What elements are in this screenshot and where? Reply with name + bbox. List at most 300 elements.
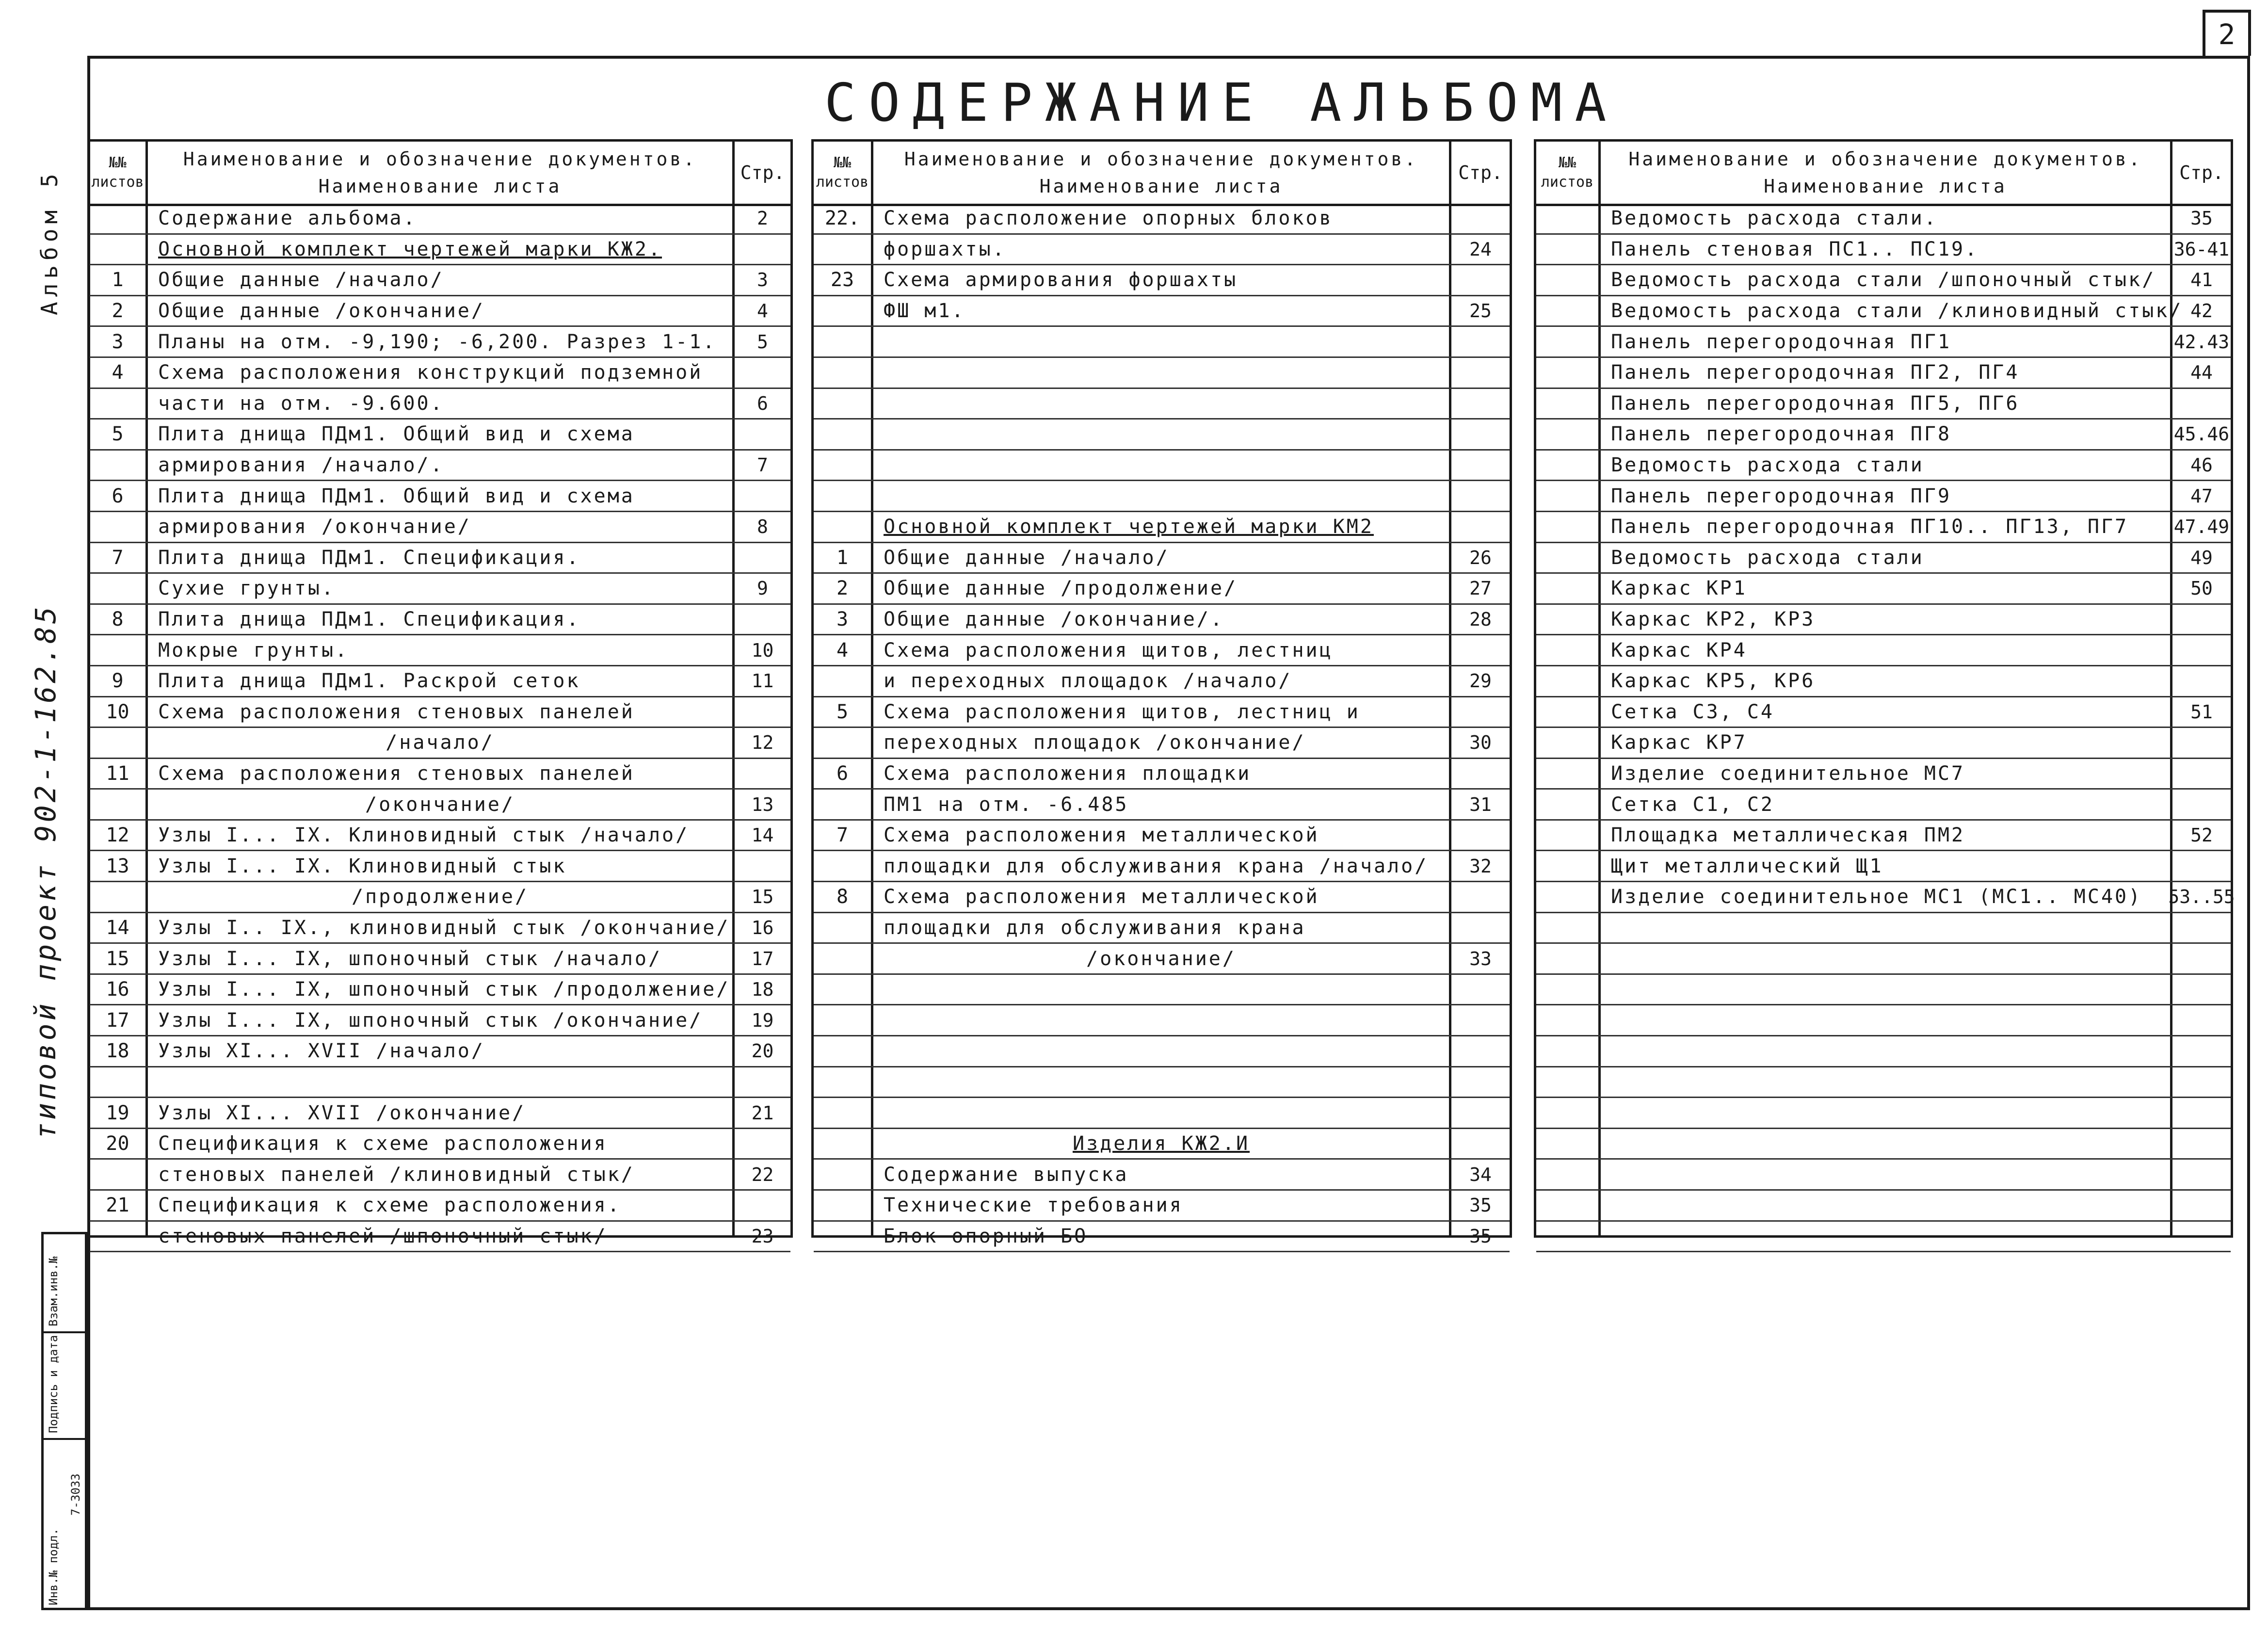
table-row [1536, 1098, 2231, 1129]
row-sheet-number: 11 [106, 762, 129, 785]
row-document-name: Сухие грунты. [158, 577, 336, 600]
row-sheet-number: 23 [830, 269, 854, 291]
row-page-number: 4 [757, 300, 768, 322]
row-page-number: 50 [2190, 578, 2213, 599]
row-page-number [735, 481, 790, 511]
row-document-name: Панель перегородочная ПГ8 [1611, 423, 1952, 446]
row-page-number: 16 [751, 917, 774, 938]
row-page-number [1451, 358, 1510, 388]
stamp-label-replace-inv: Взам.инв.№ [47, 1256, 60, 1326]
row-sheet-number [814, 666, 871, 696]
table-row [90, 697, 790, 728]
header-page: Стр. [2179, 162, 2224, 183]
row-page-number: 32 [1469, 855, 1492, 877]
header-num-line2: листов [816, 174, 869, 191]
row-page-number: 18 [751, 979, 774, 1001]
row-page-number: 23 [751, 1225, 774, 1247]
table-row [90, 728, 790, 759]
header-name-line2: Наименование листа [1764, 176, 2007, 197]
table-row [90, 389, 790, 420]
table-row [90, 944, 790, 975]
approval-stamp [41, 1232, 87, 1610]
row-document-name [1598, 913, 2172, 943]
table-row [1536, 1005, 2231, 1036]
row-page-number [1451, 759, 1510, 789]
row-page-number [735, 1129, 790, 1159]
table-row [814, 821, 1510, 852]
table-row [1536, 1067, 2231, 1099]
row-sheet-number: 12 [106, 824, 129, 847]
row-sheet-number [814, 975, 871, 1004]
row-page-number [2172, 1036, 2231, 1066]
row-sheet-number [1536, 697, 1598, 727]
header-num-line1: №№ [109, 154, 127, 171]
row-sheet-number: 7 [836, 824, 849, 847]
stamp-label-inv-orig: Инв.№ подл. [47, 1528, 60, 1605]
row-sheet-number [814, 913, 871, 943]
table-row [1536, 759, 2231, 790]
row-page-number: 53..55 [2168, 886, 2235, 908]
row-page-number: 21 [751, 1102, 774, 1124]
table-row [1536, 697, 2231, 728]
row-document-name [871, 975, 1451, 1004]
table-row [814, 790, 1510, 821]
album-label: Альбом 5 [36, 169, 63, 315]
row-document-name: Содержание выпуска [884, 1163, 1129, 1186]
project-label: типовой проект 902-1-162.85 [29, 604, 62, 1140]
table-row [814, 1098, 1510, 1129]
row-document-name: Схема расположения конструкций подземной [158, 361, 703, 384]
table-row [814, 913, 1510, 944]
row-document-name: Общие данные /окончание/ [158, 300, 485, 323]
row-document-name: Узлы I.. IX., клиновидный стык /окончание/ [158, 916, 730, 939]
header-num [90, 142, 145, 204]
table-row [1536, 1036, 2231, 1067]
row-sheet-number: 4 [112, 361, 124, 384]
row-sheet-number [814, 327, 871, 356]
table-rows [90, 204, 790, 1252]
row-page-number: 34 [1469, 1163, 1492, 1185]
table-row [1536, 420, 2231, 451]
row-sheet-number: 21 [106, 1194, 129, 1217]
header-num [814, 142, 871, 204]
row-document-name: и переходных площадок /начало/ [884, 670, 1292, 693]
row-sheet-number: 10 [106, 700, 129, 723]
row-document-name: Схема армирования форшахты [884, 269, 1238, 291]
header-page: Стр. [740, 162, 785, 183]
row-sheet-number: 13 [106, 855, 129, 877]
table-row [814, 358, 1510, 389]
table-row [90, 296, 790, 327]
row-document-name [1598, 1005, 2172, 1035]
row-sheet-number [1536, 1067, 1598, 1097]
row-document-name [871, 481, 1451, 511]
row-sheet-number [90, 389, 145, 419]
header-num-line2: листов [91, 174, 144, 191]
row-sheet-number [814, 235, 871, 264]
row-document-name: Узлы I... IX, шпоночный стык /продолжение/ [158, 978, 730, 1001]
row-page-number [2172, 635, 2231, 665]
row-page-number: 47 [2190, 485, 2213, 507]
row-document-name: Плита днища ПДм1. Общий вид и схема [158, 485, 635, 507]
row-document-name: Общие данные /начало/ [884, 546, 1170, 569]
row-document-name: Схема расположения площадки [884, 762, 1252, 785]
row-page-number [1451, 481, 1510, 511]
row-sheet-number [90, 574, 145, 603]
row-page-number [735, 1067, 790, 1097]
table-row [814, 635, 1510, 666]
row-document-name: Каркас КР5, КР6 [1611, 670, 1816, 693]
row-document-name: переходных площадок /окончание/ [884, 731, 1306, 754]
row-sheet-number [1536, 913, 1598, 943]
stamp-cell-inv-orig [44, 1438, 85, 1609]
row-document-name [1598, 1222, 2172, 1251]
header-page: Стр. [1458, 162, 1503, 183]
row-sheet-number [814, 1160, 871, 1189]
row-document-name [1598, 975, 2172, 1004]
row-sheet-number [1536, 635, 1598, 665]
row-document-name: Узлы I... IX, шпоночный стык /окончание/ [158, 1009, 703, 1032]
row-document-name [1598, 1067, 2172, 1097]
row-sheet-number: 2 [112, 300, 124, 323]
row-page-number [2172, 666, 2231, 696]
row-page-number [1451, 975, 1510, 1004]
row-sheet-number [814, 1129, 871, 1159]
row-sheet-number [1536, 512, 1598, 542]
row-sheet-number [1536, 451, 1598, 480]
row-sheet-number [814, 420, 871, 449]
row-document-name: Схема расположения металлической [884, 886, 1319, 908]
row-document-name: площадки для обслуживания крана /начало/ [884, 855, 1429, 877]
row-sheet-number [814, 728, 871, 758]
table-row [1536, 851, 2231, 882]
table-row [90, 759, 790, 790]
row-page-number [735, 235, 790, 264]
row-sheet-number [1536, 605, 1598, 634]
table-row [90, 327, 790, 358]
header-num-line1: №№ [833, 154, 852, 171]
row-page-number: 27 [1469, 578, 1492, 599]
row-page-number [2172, 759, 2231, 789]
row-sheet-number: 14 [106, 916, 129, 939]
row-sheet-number [1536, 420, 1598, 449]
row-document-name: /начало/ [386, 731, 495, 754]
row-document-name: /окончание/ [1086, 947, 1236, 970]
row-page-number: 25 [1469, 300, 1492, 322]
table-row [90, 1067, 790, 1099]
header-name [145, 142, 735, 204]
row-document-name: Каркас КР4 [1611, 639, 1747, 662]
row-document-name: Плита днища ПДм1. Спецификация. [158, 608, 580, 631]
table-row [814, 296, 1510, 327]
table-row [814, 882, 1510, 913]
row-sheet-number: 15 [106, 947, 129, 970]
row-document-name: Ведомость расхода стали /шпоночный стык/ [1611, 269, 2156, 291]
row-document-name: Узлы I... IX. Клиновидный стык [158, 855, 567, 877]
row-document-name: Площадка металлическая ПМ2 [1611, 824, 1965, 847]
row-page-number [2172, 1191, 2231, 1220]
row-page-number [1451, 1129, 1510, 1159]
row-page-number [1451, 697, 1510, 727]
row-sheet-number: 5 [112, 423, 124, 446]
row-page-number: 33 [1469, 948, 1492, 970]
row-document-name: Панель перегородочная ПГ5, ПГ6 [1611, 392, 2020, 415]
row-document-name [871, 451, 1451, 480]
table-row [90, 1160, 790, 1191]
table-row [814, 944, 1510, 975]
header-name [1598, 142, 2172, 204]
row-page-number [1451, 913, 1510, 943]
row-sheet-number: 8 [836, 886, 849, 908]
row-document-name: Каркас КР2, КР3 [1611, 608, 1816, 631]
row-page-number: 12 [751, 732, 774, 754]
row-sheet-number [90, 635, 145, 665]
row-page-number [1451, 1005, 1510, 1035]
row-sheet-number [814, 1005, 871, 1035]
header-name-line1: Наименование и обозначение документов. [183, 148, 697, 170]
row-document-name: Щит металлический Щ1 [1611, 855, 1883, 877]
row-sheet-number [814, 451, 871, 480]
row-sheet-number: 18 [106, 1040, 129, 1063]
row-document-name: Панель перегородочная ПГ10.. ПГ13, ПГ7 [1611, 516, 2129, 538]
row-document-name: Блок опорный БО [884, 1225, 1088, 1247]
row-document-name: Схема расположения стеновых панелей [158, 762, 635, 785]
row-document-name: Схема расположения металлической [884, 824, 1319, 847]
row-document-name: Плита днища ПДм1. Общий вид и схема [158, 423, 635, 446]
row-page-number [1451, 451, 1510, 480]
row-sheet-number: 4 [836, 639, 849, 662]
row-page-number [1451, 1067, 1510, 1097]
row-sheet-number [1536, 1222, 1598, 1251]
row-sheet-number [1536, 759, 1598, 789]
row-sheet-number [814, 790, 871, 819]
row-page-number [1451, 512, 1510, 542]
table-row [1536, 1129, 2231, 1160]
row-sheet-number [1536, 1160, 1598, 1189]
row-page-number: 36-41 [2173, 238, 2230, 260]
row-sheet-number [814, 1191, 871, 1220]
row-page-number [2172, 1222, 2231, 1251]
row-document-name: части на отм. -9.600. [158, 392, 444, 415]
row-document-name: армирования /окончание/ [158, 516, 471, 538]
row-document-name: Ведомость расхода стали. [1611, 207, 1938, 230]
table-row [814, 451, 1510, 482]
row-document-name [871, 1005, 1451, 1035]
section-heading: Основной комплект чертежей марки КМ2 [884, 516, 1374, 538]
row-sheet-number [1536, 821, 1598, 850]
table-row [90, 358, 790, 389]
row-sheet-number [1536, 790, 1598, 819]
row-sheet-number: 16 [106, 978, 129, 1001]
row-document-name: стеновых панелей /клиновидный стык/ [158, 1163, 635, 1186]
header-name [871, 142, 1451, 204]
table-row [90, 1005, 790, 1036]
row-sheet-number [1536, 1191, 1598, 1220]
row-sheet-number [814, 1098, 871, 1128]
row-page-number: 24 [1469, 238, 1492, 260]
table-row [90, 204, 790, 235]
row-page-number: 20 [751, 1040, 774, 1062]
row-document-name: Ведомость расхода стали /клиновидный стык/ [1611, 300, 2183, 323]
row-page-number: 44 [2190, 362, 2213, 384]
row-document-name: Планы на отм. -9,190; -6,200. Разрез 1-1. [158, 330, 717, 353]
row-sheet-number [1536, 204, 1598, 233]
row-document-name: Сетка С1, С2 [1611, 793, 1774, 816]
row-sheet-number [1536, 389, 1598, 419]
row-sheet-number [814, 512, 871, 542]
sheet-number: 2 [2203, 10, 2251, 56]
row-document-name: Схема расположения щитов, лестниц и [884, 700, 1360, 723]
table-row [1536, 543, 2231, 574]
table-row [90, 1098, 790, 1129]
table-row [90, 512, 790, 543]
row-document-name: Схема расположение опорных блоков [884, 207, 1333, 230]
table-row [814, 666, 1510, 697]
row-page-number: 6 [757, 392, 768, 414]
table-row [1536, 635, 2231, 666]
table-row [1536, 944, 2231, 975]
row-page-number [2172, 1160, 2231, 1189]
table-row [1536, 605, 2231, 636]
row-document-name: Панель стеновая ПС1.. ПС19. [1611, 238, 1979, 260]
section-heading: Основной комплект чертежей марки КЖ2. [158, 238, 662, 260]
row-document-name: Мокрые грунты. [158, 639, 349, 662]
row-page-number [1451, 635, 1510, 665]
table-row [1536, 451, 2231, 482]
row-page-number: 29 [1469, 670, 1492, 692]
table-row [90, 265, 790, 296]
row-page-number [1451, 327, 1510, 356]
table-row [90, 235, 790, 266]
row-sheet-number [1536, 1098, 1598, 1128]
table-rows [814, 204, 1510, 1252]
row-sheet-number [90, 1067, 145, 1097]
table-row [814, 204, 1510, 235]
row-page-number [2172, 389, 2231, 419]
table-row [1536, 389, 2231, 420]
table-row [1536, 1191, 2231, 1222]
row-page-number: 13 [751, 793, 774, 815]
row-document-name: Изделие соединительное МС1 (МС1.. МС40) [1611, 886, 2142, 908]
row-document-name [145, 1067, 735, 1097]
row-page-number [1451, 1036, 1510, 1066]
table-row [90, 975, 790, 1006]
table-row [1536, 666, 2231, 697]
stamp-number: 7-3033 [69, 1473, 82, 1516]
row-document-name: Ведомость расхода стали [1611, 454, 1924, 477]
row-sheet-number [1536, 1036, 1598, 1066]
table-row [1536, 512, 2231, 543]
row-sheet-number [1536, 296, 1598, 326]
row-page-number [2172, 790, 2231, 819]
row-sheet-number [90, 1160, 145, 1189]
row-page-number: 9 [757, 578, 768, 599]
table-row [90, 1036, 790, 1067]
row-document-name [871, 358, 1451, 388]
row-document-name: Узлы XI... XVII /начало/ [158, 1040, 485, 1063]
row-page-number: 10 [751, 639, 774, 661]
table-row [90, 605, 790, 636]
row-page-number [735, 759, 790, 789]
row-document-name: Каркас КР7 [1611, 731, 1747, 754]
row-sheet-number [1536, 882, 1598, 912]
row-sheet-number: 2 [836, 577, 849, 600]
row-sheet-number [90, 1222, 145, 1251]
stamp-label-sign-date: Подпись и дата [47, 1335, 60, 1433]
row-page-number: 42.43 [2173, 331, 2230, 353]
row-sheet-number [1536, 728, 1598, 758]
row-page-number [2172, 944, 2231, 973]
table-row [814, 512, 1510, 543]
row-sheet-number: 6 [836, 762, 849, 785]
table-row [814, 605, 1510, 636]
table-row [90, 821, 790, 852]
table-row [814, 389, 1510, 420]
table-row [1536, 296, 2231, 327]
row-page-number: 17 [751, 948, 774, 970]
row-sheet-number [814, 851, 871, 881]
row-document-name: форшахты. [884, 238, 1006, 260]
row-sheet-number [814, 296, 871, 326]
row-document-name: стеновых панелей /шпоночный стык/ [158, 1225, 608, 1247]
row-sheet-number [814, 1222, 871, 1251]
row-sheet-number: 5 [836, 700, 849, 723]
row-document-name: Сетка С3, С4 [1611, 700, 1774, 723]
row-document-name: Технические требования [884, 1194, 1183, 1217]
row-page-number: 51 [2190, 701, 2213, 723]
table-row [814, 1005, 1510, 1036]
row-page-number: 19 [751, 1009, 774, 1031]
row-sheet-number [814, 1036, 871, 1066]
row-sheet-number: 3 [836, 608, 849, 631]
table-row [814, 543, 1510, 574]
row-sheet-number [1536, 481, 1598, 511]
row-page-number [2172, 728, 2231, 758]
table-row [1536, 574, 2231, 605]
row-document-name: Панель перегородочная ПГ2, ПГ4 [1611, 361, 2020, 384]
table-row [90, 851, 790, 882]
row-sheet-number: 6 [112, 485, 124, 507]
contents-table-3 [1534, 139, 2233, 1238]
table-row [814, 265, 1510, 296]
row-page-number: 30 [1469, 732, 1492, 754]
row-sheet-number [1536, 543, 1598, 573]
row-page-number [1451, 1098, 1510, 1128]
row-page-number [1451, 204, 1510, 233]
row-page-number [1451, 389, 1510, 419]
row-page-number: 28 [1469, 609, 1492, 630]
row-document-name: Спецификация к схеме расположения [158, 1132, 608, 1155]
row-document-name [1598, 1036, 2172, 1066]
row-sheet-number [1536, 975, 1598, 1004]
row-sheet-number: 19 [106, 1101, 129, 1124]
table-row [814, 1191, 1510, 1222]
row-document-name: Схема расположения стеновых панелей [158, 700, 635, 723]
row-document-name [1598, 1129, 2172, 1159]
row-document-name: ПМ1 на отм. -6.485 [884, 793, 1129, 816]
row-document-name: армирования /начало/. [158, 454, 444, 477]
row-sheet-number [814, 481, 871, 511]
row-page-number: 7 [757, 454, 768, 476]
row-document-name [1598, 1098, 2172, 1128]
row-page-number [735, 697, 790, 727]
row-document-name: Плита днища ПДм1. Раскрой сеток [158, 670, 580, 693]
row-sheet-number [814, 944, 871, 973]
table-row [814, 1222, 1510, 1253]
row-document-name [871, 512, 1451, 542]
row-document-name [871, 389, 1451, 419]
table-row [814, 1160, 1510, 1191]
